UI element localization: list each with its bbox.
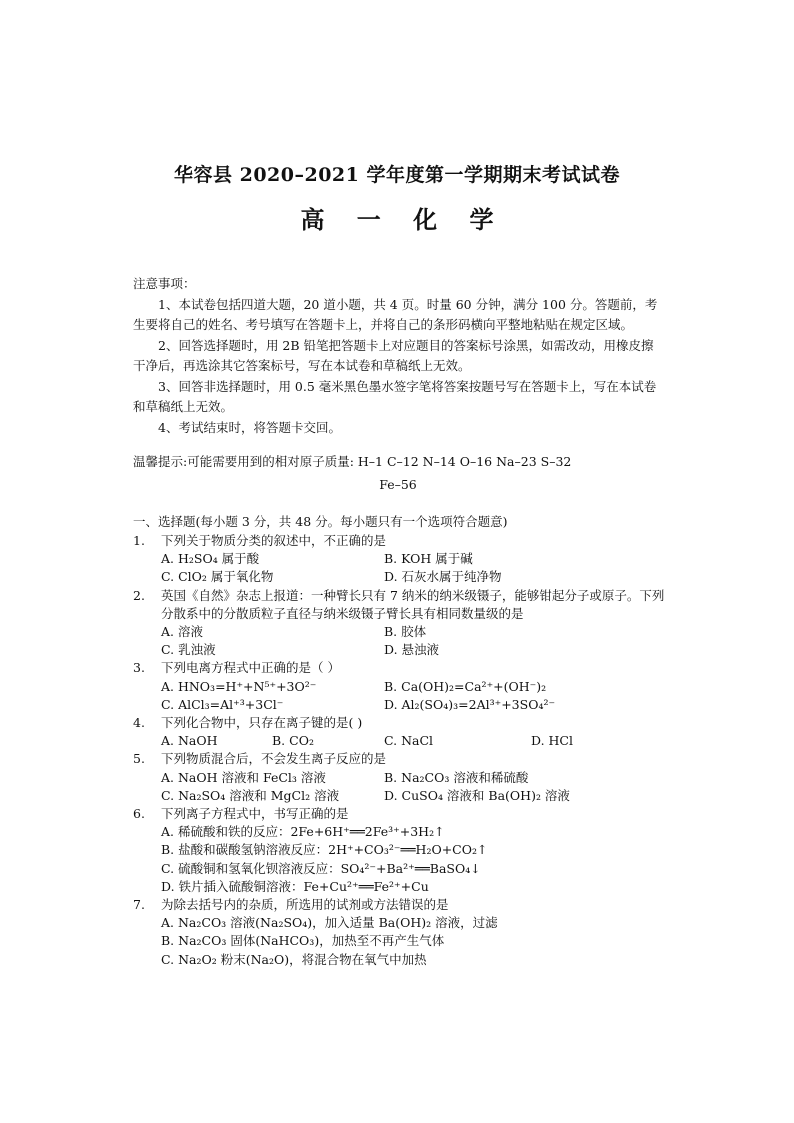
hint-line: Fe–56 xyxy=(379,477,417,492)
notice-heading: 注意事项： xyxy=(133,276,196,291)
question-stem: 英国《自然》杂志上报道：一种臂长只有 7 纳米的纳米级镊子，能够钳起分子或原子。下列分散系中的分散质粒子直径与纳米级镊子臂长具有相同数量级的是 xyxy=(161,587,665,621)
question xyxy=(133,587,673,623)
question-number: 3. xyxy=(133,660,145,676)
question xyxy=(133,532,673,550)
question-number: 2. xyxy=(133,587,145,603)
option-b: B. Na₂CO₃ 固体(NaHCO₃)，加热至不再产生气体 xyxy=(161,933,445,949)
hint-line: 温馨提示:可能需要用到的相对原子质量: H–1 C–12 N–14 O–16 Na–23 S–32 xyxy=(133,454,572,469)
option-c: C. 硫酸铜和氢氧化钡溶液反应：SO₄²⁻+Ba²⁺══BaSO₄↓ xyxy=(161,860,481,876)
option-row xyxy=(133,641,673,659)
option-a: A. NaOH 溶液和 FeCl₃ 溶液 xyxy=(161,769,326,785)
option-b: B. KOH 属于碱 xyxy=(384,551,473,567)
question xyxy=(133,896,673,914)
option-row xyxy=(133,696,673,714)
atomic-mass-hint xyxy=(133,450,663,496)
option-c: C. Na₂SO₄ 溶液和 MgCl₂ 溶液 xyxy=(161,787,340,803)
option-a: A. Na₂CO₃ 溶液(Na₂SO₄)，加入适量 Ba(OH)₂ 溶液，过滤 xyxy=(161,915,498,931)
option-b: B. 盐酸和碳酸氢钠溶液反应：2H⁺+CO₃²⁻══H₂O+CO₂↑ xyxy=(161,842,488,858)
question-stem: 下列化合物中，只存在离子键的是( ) xyxy=(161,715,363,731)
option-c: C. AlCl₃=Al⁺³+3Cl⁻ xyxy=(161,696,284,712)
option-c: C. 乳浊液 xyxy=(161,642,216,658)
question-number: 4. xyxy=(133,715,145,731)
option-d: D. Al₂(SO₄)₃=2Al³⁺+3SO₄²⁻ xyxy=(384,696,556,712)
question-list xyxy=(133,532,673,969)
option-d: D. 悬浊液 xyxy=(384,642,440,658)
question xyxy=(133,805,673,823)
option-d: D. HCl xyxy=(531,733,573,749)
option-row xyxy=(133,678,673,696)
question-number: 1. xyxy=(133,533,145,548)
question-number: 6. xyxy=(133,806,145,822)
notice-item: 3、回答非选择题时，用 0.5 毫米黑色墨水签字笔将答案按题号写在答题卡上，写在本试卷和草稿纸上无效。 xyxy=(133,378,657,414)
option-b: B. CO₂ xyxy=(272,733,314,749)
option-a: A. 溶液 xyxy=(161,624,203,640)
question-stem: 下列电离方程式中正确的是（ ） xyxy=(161,660,340,676)
question xyxy=(133,659,673,677)
question-stem: 下列离子方程式中，书写正确的是 xyxy=(161,806,349,822)
notice-item: 1、本试卷包括四道大题，20 道小题，共 4 页。时量 60 分钟，满分 100 分。答题前，考生要将自己的姓名、考号填写在答题卡上，并将自己的条形码横向平整地粘贴在规定区域。 xyxy=(133,296,658,332)
question-stem: 下列关于物质分类的叙述中，不正确的是 xyxy=(161,533,387,548)
option-a: A. H₂SO₄ 属于酸 xyxy=(161,551,260,567)
option-d: D. CuSO₄ 溶液和 Ba(OH)₂ 溶液 xyxy=(384,787,570,803)
option-c: C. Na₂O₂ 粉末(Na₂O)，将混合物在氧气中加热 xyxy=(161,951,427,967)
option-b: B. Na₂CO₃ 溶液和稀硫酸 xyxy=(384,769,529,785)
question-stem: 为除去括号内的杂质，所选用的试剂或方法错误的是 xyxy=(161,897,449,913)
option-b: B. Ca(OH)₂=Ca²⁺+(OH⁻)₂ xyxy=(384,678,547,694)
question xyxy=(133,750,673,768)
exam-title: 华容县 2020–2021 学年度第一学期期末考试试卷 xyxy=(174,164,620,186)
option-d: D. 石灰水属于纯净物 xyxy=(384,569,502,585)
question-number: 7. xyxy=(133,897,145,913)
option-row xyxy=(133,732,673,750)
option-b: B. 胶体 xyxy=(384,624,427,640)
option-a: A. 稀硫酸和铁的反应：2Fe+6H⁺══2Fe³⁺+3H₂↑ xyxy=(161,824,445,840)
option-a: A. HNO₃=H⁺+N⁵⁺+3O²⁻ xyxy=(161,678,317,694)
option-row xyxy=(133,550,673,568)
option-row xyxy=(133,769,673,787)
question-stem: 下列物质混合后，不会发生离子反应的是 xyxy=(161,751,387,767)
exam-subject: 高 一 化 学 xyxy=(300,205,494,234)
notice-block xyxy=(133,274,663,438)
option-c: C. NaCl xyxy=(384,733,434,749)
question-number: 5. xyxy=(133,751,145,767)
option-row xyxy=(133,568,673,586)
option-row xyxy=(133,623,673,641)
section-title: 一、选择题(每小题 3 分，共 48 分。每小题只有一个选项符合题意) xyxy=(133,514,508,529)
option-row xyxy=(133,787,673,805)
option-a: A. NaOH xyxy=(161,733,218,749)
option-c: C. ClO₂ 属于氧化物 xyxy=(161,569,274,585)
notice-item: 4、考试结束时，将答题卡交回。 xyxy=(158,419,341,435)
notice-item: 2、回答选择题时，用 2B 铅笔把答题卡上对应题目的答案标号涂黑，如需改动，用橡皮擦干净后，再选涂其它答案标号，写在本试卷和草稿纸上无效。 xyxy=(133,337,654,373)
question xyxy=(133,714,673,732)
option-d: D. 铁片插入硫酸铜溶液：Fe+Cu²⁺══Fe²⁺+Cu xyxy=(161,878,429,894)
